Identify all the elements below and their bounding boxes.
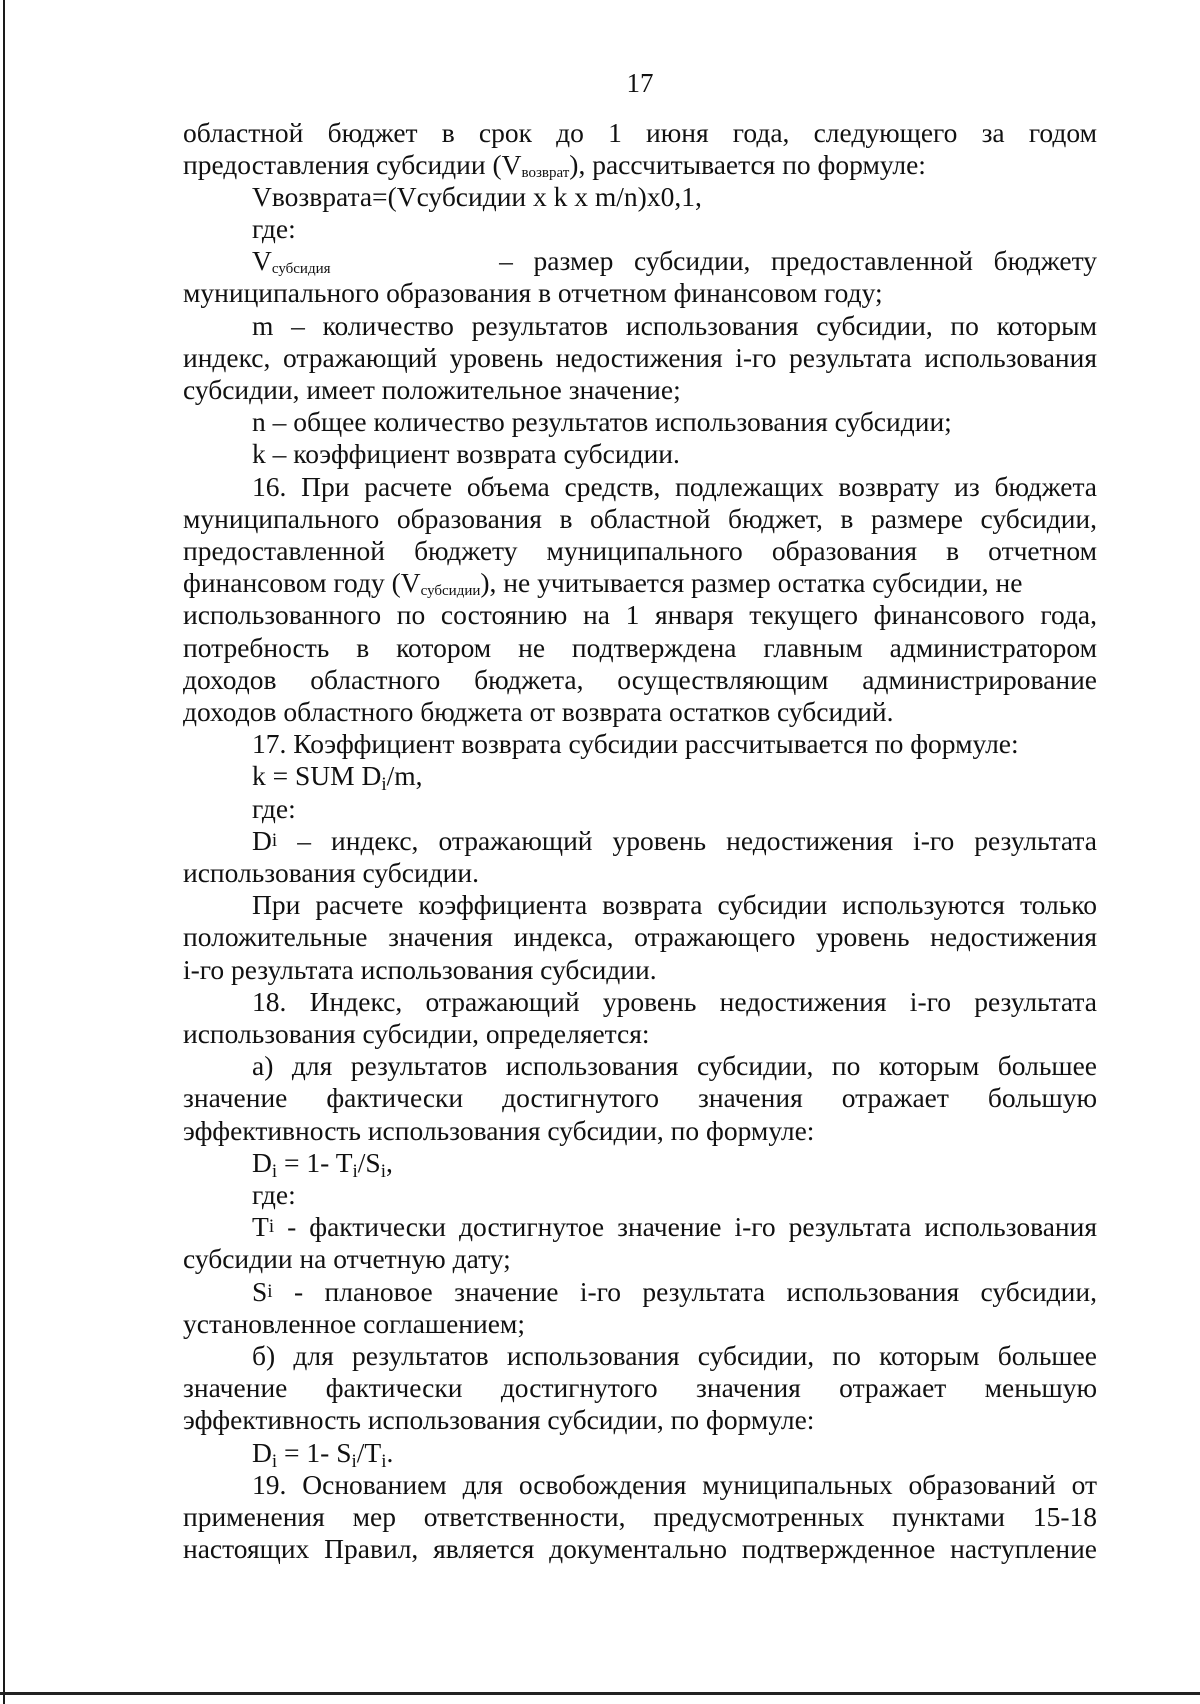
text-line: а) для результатов использования субсидии, по которым большее [252,1050,1097,1081]
text-line: где: [252,793,296,824]
text-segment: /S [357,1147,381,1178]
subscript: i [352,1161,358,1182]
subscript: i [268,1216,275,1237]
text-line: При расчете коэффициента возврата субсидии используются только [252,889,1097,920]
text-line [252,1211,1097,1243]
text-segment: = 1- T [277,1147,353,1178]
text-segment: – индекс, отражающий уровень недостижения i-го результата [277,825,1097,856]
text-segment: - фактически достигнутое значение i-го результата использования [274,1211,1097,1242]
formula-line: Vвозврата=(Vсубсидии x k x m/n)x0,1, [252,181,702,212]
subscript: i [271,1451,278,1472]
text-line: установленное соглашением; [183,1308,525,1339]
subscript: i [381,774,387,795]
symbol: V [252,245,272,276]
text-line: субсидии, имеет положительное значение; [183,374,681,405]
scan-left-edge [3,0,5,1704]
text-line: применения мер ответственности, предусмотренных пунктами 15-18 [183,1501,1097,1532]
text-line: доходов областного бюджета, осуществляющим администрирование [183,664,1097,695]
text-line: k – коэффициент возврата субсидии. [252,438,680,469]
text-line: настоящих Правил, является документально подтвержденное наступление [183,1533,1097,1564]
scan-bottom-edge [0,1692,1200,1695]
text-line: эффективность использования субсидии, по формуле: [183,1115,815,1146]
text-line: значение фактически достигнутого значения отражает большую [183,1082,1097,1113]
text-line: эффективность использования субсидии, по формуле: [183,1404,815,1435]
text-segment: , [578,149,586,180]
text-line: использования субсидии. [183,857,479,888]
text-line: использованного по состоянию на 1 января текущего финансового года, [183,599,1097,630]
subscript: субсидии [420,583,481,599]
text-segment: , [386,1147,393,1178]
page-number: 17 [626,68,654,98]
text-line: областной бюджет в срок до 1 июня года, следующего за годом [183,117,1097,148]
text-line: 18. Индекс, отражающий уровень недостижения i-го результата [252,986,1097,1017]
text-line: индекс, отражающий уровень недостижения i-го результата использования [183,342,1097,373]
text-segment: k = SUM D [252,760,382,791]
text-segment: рассчитывается по формуле: [592,149,926,180]
subscript: i [351,1451,357,1472]
text-line: доходов областного бюджета от возврата остатков субсидий. [183,696,894,727]
text-segment: . [386,1437,394,1468]
text-segment: финансовом году (V [183,567,421,598]
text-line: m – количество результатов использования субсидии, по которым [252,310,1097,341]
text-line: 16. При расчете объема средств, подлежащих возврату из бюджета [252,471,1097,502]
subscript: i [271,830,278,851]
text-line: 17. Коэффициент возврата субсидии рассчитывается по формуле: [252,728,1019,759]
text-line: 19. Основанием для освобождения муниципальных образований от [252,1469,1097,1500]
text-segment: = 1- S [277,1437,352,1468]
text-segment: ), не учитывается размер остатка субсидии, не [480,567,1023,598]
subscript: субсидия [271,261,331,277]
subscript: i [267,1281,273,1302]
subscript: i [381,1451,387,1472]
text-segment: /T [356,1437,382,1468]
symbol: T [252,1211,269,1242]
text-line [252,825,1097,857]
text-segment: /m, [386,760,423,791]
text-line: i-го результата использования субсидии. [183,954,657,985]
text-line: где: [252,213,296,244]
text-line: где: [252,1179,296,1210]
text-segment: D [252,1437,272,1468]
text-line: предоставленной бюджету муниципального образования в отчетном [183,535,1097,566]
text-line: использования субсидии, определяется: [183,1018,650,1049]
text-line: потребность в котором не подтверждена главным администратором [183,632,1097,663]
text-line: б) для результатов использования субсидии, по которым большее [252,1340,1097,1371]
text-line: муниципального образования в областной бюджет, в размере субсидии, [183,503,1097,534]
text-segment: – размер субсидии, предоставленной бюджету [499,245,1097,276]
subscript: i [380,1161,386,1182]
text-line: значение фактически достигнутого значения отражает меньшую [183,1372,1097,1403]
text-line: субсидии на отчетную дату; [183,1243,511,1274]
symbol: S [252,1276,268,1307]
subscript: возврат [521,165,570,181]
text-line: положительные значения индекса, отражающего уровень недостижения [183,921,1097,952]
text-segment: предоставления субсидии (V [183,149,522,180]
text-segment: - плановое значение i-го результата использования субсидии, [272,1276,1097,1307]
subscript: i [271,1161,278,1182]
symbol: D [252,825,272,856]
text-line: муниципального образования в отчетном финансовом году; [183,277,883,308]
text-segment: ) [569,149,579,180]
text-segment: D [252,1147,272,1178]
text-line: n – общее количество результатов использования субсидии; [252,406,952,437]
text-line [252,1276,1097,1308]
